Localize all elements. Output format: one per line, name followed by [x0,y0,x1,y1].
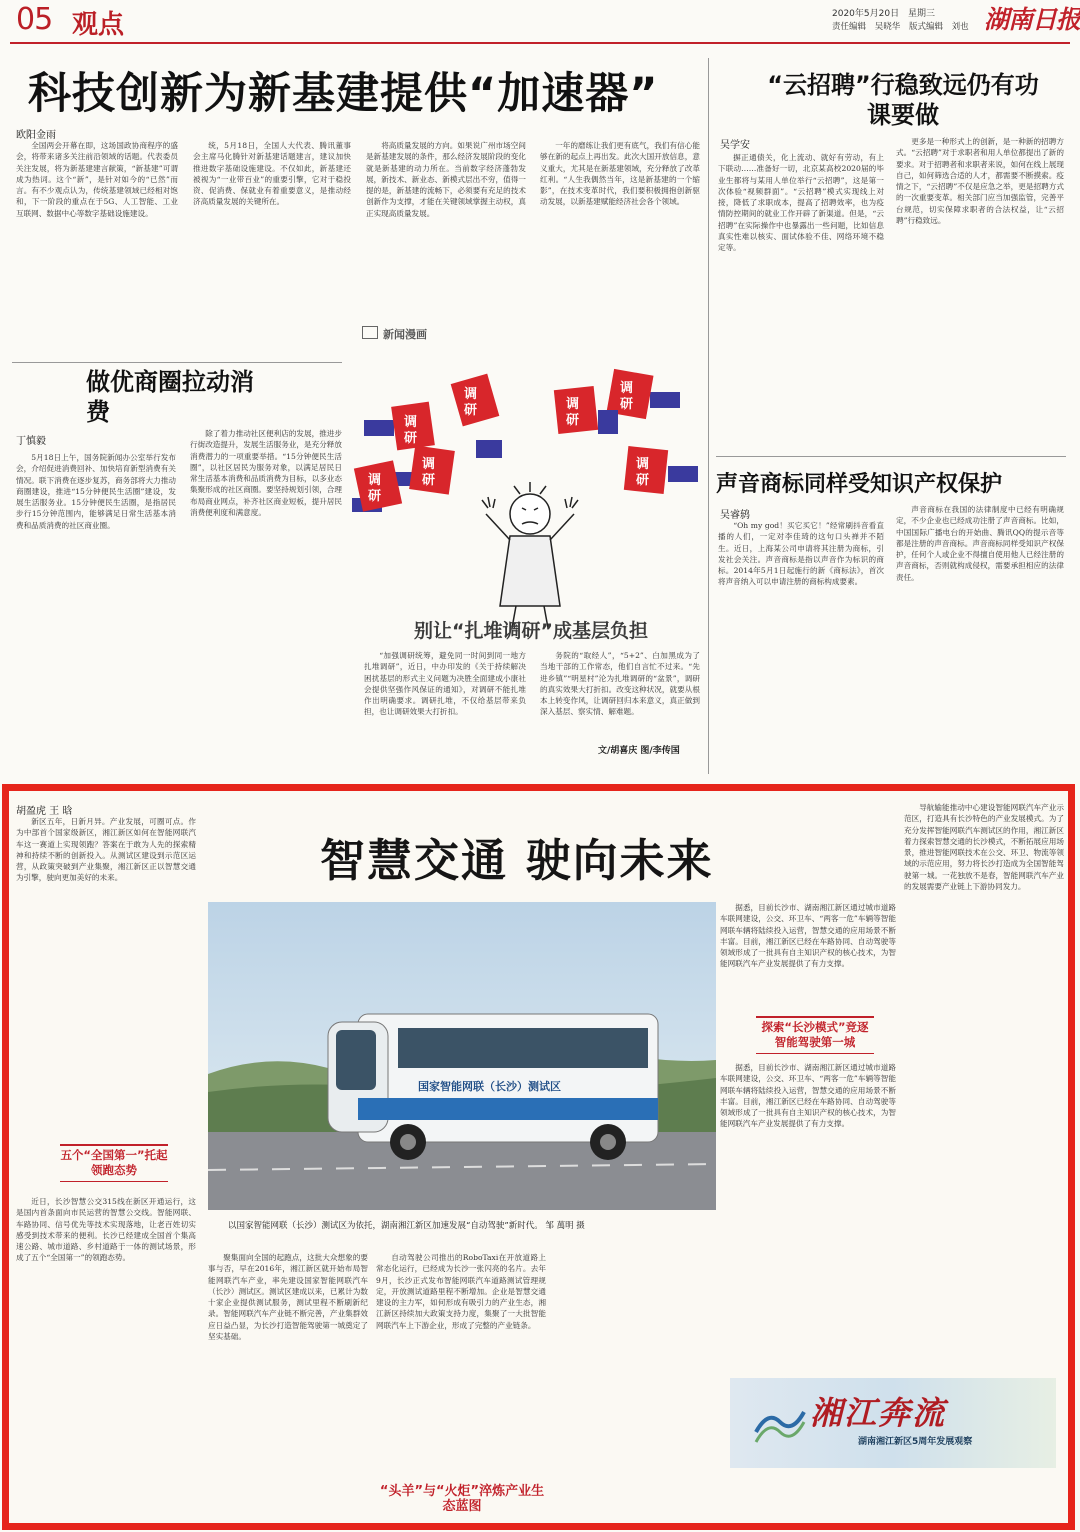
diaoyan-col2: 务院的“取经人”，“5+2”、白加黑成为了当地干部的工作常态，他们自言忙不过来。“先进乡镇”“明星村”沦为扎堆调研的“盆景”，调研的真实效果大打折扣。改变这种状况，就要从根本上转变作风，让调研回归本来意义，真正做到深入基层、察实情、解难题。 [540,651,700,717]
column-divider [708,58,709,774]
shangquan-headline: 做优商圈拉动消费 [86,368,254,426]
banner-title: 湘江奔流 [810,1394,947,1432]
yun-headline: “云招聘”行稳致远仍有功课要做 [767,71,1039,129]
yun-article-col1: 摒正通债关，化上流动、就好有劳动，有上下联动……准备好一切，北京某高校2020届的毕业生都将与某用人单位举行“云招聘”，这是第一次体验“视频群面”。“云招聘”模式实现线上对接，降低了求职成本，提高了招聘效率，也为疫情防控期间的就业工作开辟了新渠道。但是，“云招聘”在实际操作中也暴露出一些问题，比如信息真实性难以核实、面试体验不佳、网络环境不稳定等。 [718,153,884,253]
feature-col1b: 近日，长沙智慧公交315线在新区开通运行，这是国内首条面向市民运营的智慧公交线。智能网联、车路协同、信号优先等技术实现落地，让老百姓切实感受到技术带来的便利。长沙已经建成全国首个集高速公路、城市道路、乡村道路于一体的测试场景，形成了五个“全国第一”的领跑态势。 [16,1197,196,1263]
feature-col4: 据悉，目前长沙市、湖南湘江新区通过城市道路车联网建设，公交、环卫车、“两客一危”车辆等智能网联车辆将陆续投入运营，智慧交通的应用场景不断丰富。目前，湘江新区已经在车路协同、自动驾驶等领域形成了一批具有自主知识产权的核心技术，为智能网联汽车产业发展提供了有力支撑。 [720,903,896,969]
shangquan-author: 丁慎毅 [16,436,46,447]
official-figure [482,482,578,628]
feature-photo [208,902,716,1210]
svg-text:调: 调 [404,415,418,430]
svg-text:研: 研 [422,473,436,488]
research-sign-right-2 [554,386,618,434]
svg-text:研: 研 [566,413,580,428]
svg-text:研: 研 [636,473,650,488]
svg-text:调: 调 [620,381,634,396]
yun-author: 吴学安 [720,140,750,151]
svg-text:调: 调 [636,457,650,472]
feature-subhead-3: “头羊”与“火炬”淬炼产业生态蓝图 [379,1484,545,1514]
feature-col3: 自动驾驶公司推出的RoboTaxi在开放道路上常态化运行，已经成为长沙一张闪亮的名片。去年9月，长沙正式发布智能网联汽车道路测试管理规定，开放测试道路里程不断增加。企业是智慧交通建设的主力军，如何形成有吸引力的产业生态，湘江新区持续加大政策支持力度，集聚了一大批智能网联汽车上下游企业，形成了完整的产业链条。 [376,1253,546,1330]
svg-text:研: 研 [620,397,634,412]
section-divider [12,362,342,363]
cartoon-tag: 新闻漫画 [362,326,427,342]
shangquan-col2: 除了着力推动社区便利店的发展，推进步行街改造提升，发展生活服务业，是充分释放消费潜力的一项重要举措。“15分钟便民生活圈”，以社区居民为服务对象，以满足居民日常生活基本消费和品质消费为目标，以多业态集聚形成的社区商圈。要坚持规划引领，合理布局商业网点，补齐社区商业短板，提升居民消费便利度和满意度。 [190,429,342,518]
feature-col1: 新区五年，日新月异。产业发展，可圈可点。作为中部首个国家级新区，湘江新区如何在智能网联汽车这一赛道上实现领跑？答案在于敢为人先的探索精神和持续不断的创新投入。从测试区建设到示范区运营，从政策突破到产业集聚，湘江新区正以智慧交通为引擎，驶向更加美好的未来。 [16,817,196,883]
cartoon-headline: 别让“扎堆调研”成基层负担 [414,620,648,642]
svg-text:调: 调 [422,457,436,472]
bus-photo [208,902,716,1210]
feature-col2: 聚集面向全国的起跑点，这批大众想象的要事与否，早在2016年，湘江新区就开始布局智能网联汽车产业，率先建设国家智能网联汽车（长沙）测试区。测试区建成以来，已累计为数十家企业提供测试服务，测试里程不断刷新纪录。智能网联汽车产业链不断完善，产业集群效应日益凸显，为长沙打造智能驾驶第一城奠定了坚实基础。 [208,1253,368,1342]
photo-caption: 以国家智能网联（长沙）测试区为依托，湖南湘江新区加速发展“自动驾驶”新时代。 邹 萬明 摄 [228,1221,585,1231]
cartoon-illustration [350,344,702,634]
svg-text:研: 研 [404,431,418,446]
feature-subhead-1: 五个“全国第一”托起领跑态势 [60,1148,168,1178]
sound-headline: 声音商标同样受知识产权保护 [716,472,1003,497]
section-divider-right [716,456,1066,457]
yun-article-col2: 更多是一种形式上的创新，是一种新的招聘方式。“云招聘”对于求职者和用人单位都提出了新的要求。对于招聘者和求职者来说，如何在线上展现自己，如何筛选合适的人才，都需要不断摸索。疫情之下，“云招聘”不仅是应急之举，更是招聘方式的一次重要变革。相关部门应当加强监管，完善平台规范，切实保障求职者的合法权益，让“云招聘”行稳致远。 [896,137,1064,226]
research-sign-left-3 [352,460,402,512]
cartoon-credit: 文/胡喜庆 图/李传国 [598,746,680,756]
diaoyan-col1: “加强调研统筹，避免同一时间到同一地方扎堆调研”，近日，中办印发的《关于持续解决困扰基层的形式主义问题为决胜全面建成小康社会提供坚强作风保证的通知》，对调研不能扎堆作出明确要求。调研扎堆，不仅给基层带来负担，也让调研效果大打折扣。 [364,651,526,717]
research-sign-center [451,374,502,458]
date-line [832,6,941,19]
top-headline: 科技创新为新基建提供“加速器” [28,69,659,119]
issue-weekday: 星期三 [907,9,935,19]
editor-credits [832,20,975,32]
svg-text:研: 研 [464,403,478,418]
section-title: 观点 [72,10,125,40]
bus-photo-text: 国家智能网联（长沙）测试区 [418,1080,561,1093]
banner-subtitle: 湖南湘江新区5周年发展观察 [858,1437,973,1447]
masthead [0,0,1080,42]
top-article-col4: 一年的磨练让我们更有底气，我们有信心能够在新的起点上再出发。此次大国开放信息，意义重大，尤其是在新基建领域，充分释放了改革红利。“人生我偶然当年，这是新基建的一个缩影”，在技术变革时代，我们要积极拥抱创新驱动发展，以新基建赋能经济社会各个领域。 [540,141,700,207]
shangquan-col1: 5月18日上午，国务院新闻办公室举行发布会，介绍促进消费回补、加快培育新型消费有关情况。联下消费在逐步复苏，商务部将大力推动商圈建设，推进“15分钟便民生活圈”建设，发展生活服务业。15分钟便民生活圈，是指居民步行15分钟范围内，能够满足日常生活基本消费和品质消费的社区商业圈。 [16,453,176,530]
newspaper-logo: 湖南日报 [984,5,1080,34]
svg-text:研: 研 [368,489,382,504]
banner-wave-icon [750,1392,810,1452]
news-cartoon [350,322,702,656]
masthead-rule [10,42,1070,44]
designer-name: 刘也 [951,22,969,32]
research-sign-right-3 [624,446,698,494]
feature-col4b: 据悉，目前长沙市、湖南湘江新区通过城市道路车联网建设，公交、环卫车、“两客一危”车辆等智能网联车辆将陆续投入运营，智慧交通的应用场景不断丰富。目前，湘江新区已经在车路协同、自动驾驶等领域形成了一批具有自主知识产权的核心技术，为智能网联汽车产业发展提供了有力支撑。 [720,1063,896,1129]
feature-authors: 胡盈虎 王 晗 [16,806,73,817]
top-article-col3: 将高质量发展的方向。如果说广州市场空间是新基建发展的条件，那么经济发展阶段的变化就是新基建的动力所在。当前数字经济蓬勃发展，新技术、新业态、新模式层出不穷，值得一提的是，新基建的流畅下，必须要有充足的技术创新作为支撑，才能在关键领域掌握主动权，真正实现高质量发展。 [366,141,526,218]
issue-date: 2020年5月20日 [832,9,900,19]
feature-subhead-2: 探索“长沙模式”竞逐智能驾驶第一城 [756,1020,874,1050]
svg-text:调: 调 [464,387,478,402]
series-banner [730,1378,1056,1468]
top-author: 欧阳金雨 [16,130,56,141]
sound-article-col1: “Oh my god！买它买它！”经常刷抖音看直播的人们，一定对李佳琦的这句口头禅并不陌生。近日，上海某公司申请将其注册为商标，引发社会关注。声音商标是指以声音作为标识的商标。2014年5月1日起施行的新《商标法》，首次将声音纳入可以申请注册的商标构成要素。 [718,521,884,587]
top-article-col2: 统，5月18日，全国人大代表、腾讯董事会主席马化腾针对新基建话题建言，建议加快推进数字基础设施建设。不仅如此，新基建还被视为“一业带百业”的重要引擎，它对于稳投资、促消费、保就业有着重要意义，是推动经济高质量发展的关键所在。 [193,141,351,207]
editor-label: 责任编辑 [832,22,867,32]
top-article-col1: 全国两会开幕在即，这场国政协商程序的盛会，将带来诸多关注前沿领域的话题。代表委员关注发展，将为新基建建言献策，“新基建”可谓成为热词。这个“新”，是针对如今的“已然”而言。有不少观点认为，传统基建领域已经相对饱和，下一阶段的重点在于5G、人工智能、工业互联网、数据中心等数字基础设施建设。 [16,141,178,218]
svg-text:调: 调 [566,397,580,412]
feature-col5: 导航输能推动中心建设智能网联汽车产业示范区，打造具有长沙特色的产业发展模式。为了充分发挥智能网联汽车测试区的作用，湘江新区着力探索智慧交通的长沙模式，不断拓展应用场景，推进智能网联技术在公交、环卫、物流等领域的示范应用，努力将长沙打造成为全国智能驾驶第一城。一花独放不是春，智能网联汽车产业的发展需要产业链上下游协同发力。 [904,803,1064,892]
sound-article-col2: 声音商标在我国的法律制度中已经有明确规定，不少企业也已经成功注册了声音商标。比如，中国国际广播电台的开始曲、腾讯QQ的提示音等都是注册的声音商标。声音商标同样受知识产权保护，任何个人或企业不得擅自使用他人已经注册的声音商标，否则就构成侵权，需要承担相应的法律责任。 [896,505,1064,582]
sound-author: 吴睿鸫 [720,510,750,521]
page-number: 05 [16,2,53,37]
editor-name: 吴晓华 [874,22,901,32]
feature-headline: 智慧交通 驶向未来 [320,834,714,887]
designer-label: 版式编辑 [908,22,943,32]
svg-text:调: 调 [368,473,382,488]
research-sign-left-1 [364,402,435,451]
